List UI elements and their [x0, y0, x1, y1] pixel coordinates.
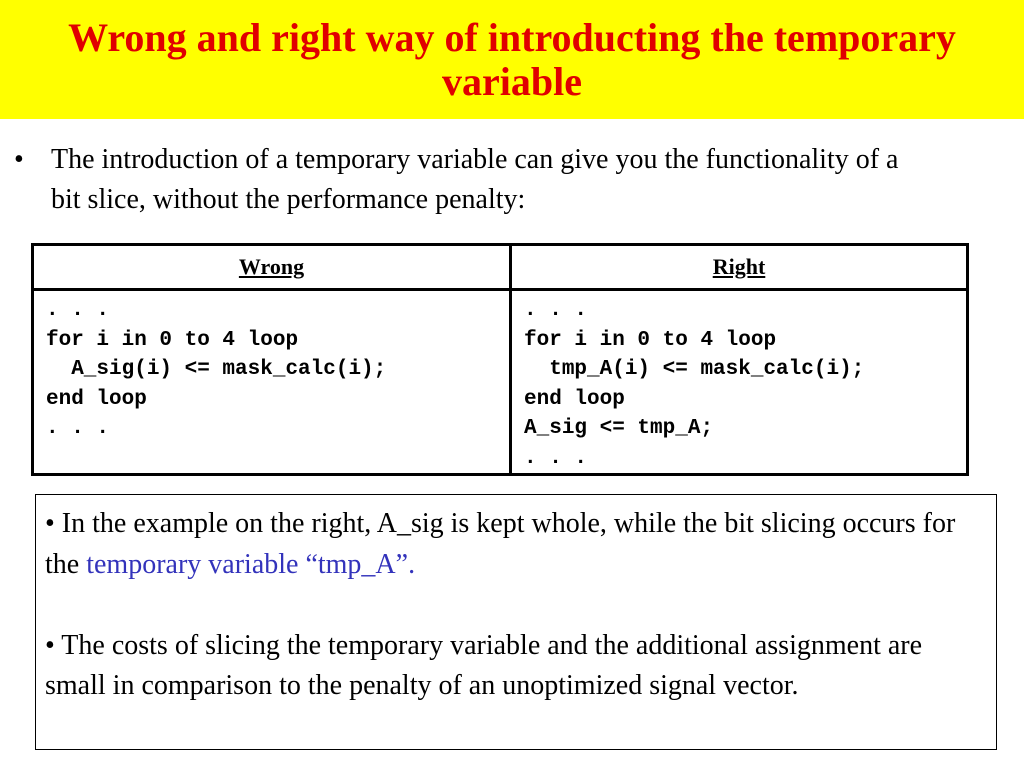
- code-line: . . .: [524, 299, 588, 322]
- intro-text: The introduction of a temporary variable can give you the functionality of a bit slice, without the performance penalty:: [51, 144, 899, 215]
- title-banner: [0, 0, 1024, 119]
- right-code-cell: [511, 290, 968, 475]
- code-line: . . .: [46, 299, 110, 322]
- code-line: for i in 0 to 4 loop: [524, 328, 777, 352]
- note-text: • In the example on the right, A_sig is kept whole, while the bit slicing occurs for the: [45, 508, 956, 580]
- intro-bullet-point: [14, 140, 914, 220]
- code-line: . . .: [46, 417, 110, 440]
- code-line: for i in 0 to 4 loop: [46, 328, 299, 352]
- code-line: end loop: [46, 387, 147, 411]
- header-right: Right: [511, 245, 968, 290]
- note-paragraph-costs: • The costs of slicing the temporary variable and the additional assignment are small in comparison to the penalty of an unoptimized signal vector.: [45, 629, 923, 701]
- table-header-row: [33, 245, 968, 290]
- code-line: end loop: [524, 387, 625, 411]
- code-line: A_sig(i) <= mask_calc(i);: [46, 358, 387, 381]
- note-paragraph-example: [45, 504, 988, 585]
- code-line: . . .: [524, 446, 588, 470]
- bullet-marker: •: [14, 144, 24, 175]
- explanation-box: [35, 494, 997, 750]
- wrong-code-cell: [33, 290, 511, 475]
- code-comparison-table: [31, 243, 969, 476]
- highlight-text: temporary variable “tmp_A”.: [86, 548, 416, 580]
- code-row: [33, 290, 968, 475]
- code-line: tmp_A(i) <= mask_calc(i);: [524, 358, 865, 381]
- slide-title: Wrong and right way of introducting the temporary variable: [68, 14, 956, 104]
- code-line: A_sig <= tmp_A;: [524, 417, 714, 440]
- paragraph-spacer: [45, 585, 988, 626]
- header-wrong: Wrong: [33, 245, 511, 290]
